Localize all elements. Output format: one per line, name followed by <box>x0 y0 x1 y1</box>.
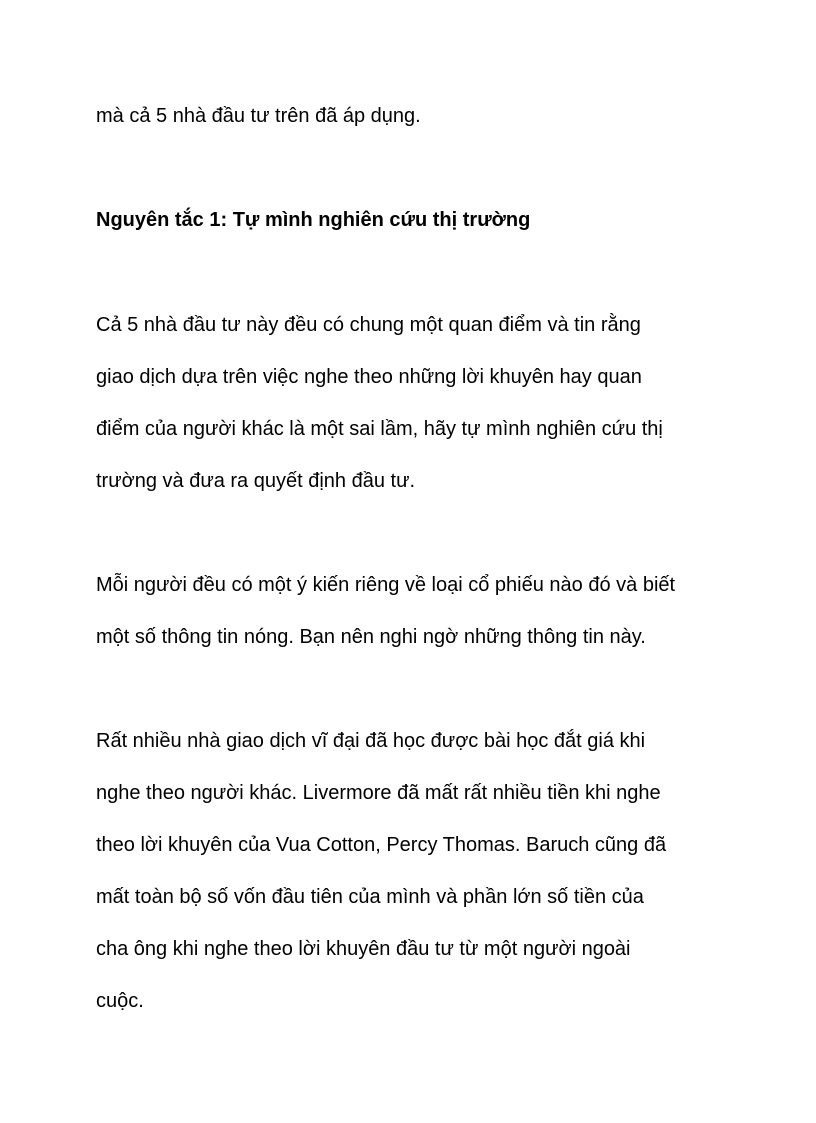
paragraph-line: cha ông khi nghe theo lời khuyên đầu tư từ một người ngoài <box>96 938 631 960</box>
paragraph-line: Cả 5 nhà đầu tư này đều có chung một quan điểm và tin rằng <box>96 314 641 336</box>
paragraph-line: giao dịch dựa trên việc nghe theo những lời khuyên hay quan <box>96 366 642 388</box>
intro-tail-text: mà cả 5 nhà đầu tư trên đã áp dụng. <box>96 105 421 127</box>
paragraph-line: nghe theo người khác. Livermore đã mất rất nhiều tiền khi nghe <box>96 782 661 804</box>
paragraph-line: một số thông tin nóng. Bạn nên nghi ngờ những thông tin này. <box>96 626 646 648</box>
paragraph-line: cuộc. <box>96 990 144 1012</box>
paragraph-line: trường và đưa ra quyết định đầu tư. <box>96 470 416 492</box>
section-heading: Nguyên tắc 1: Tự mình nghiên cứu thị trường <box>96 209 531 231</box>
paragraph-line: điểm của người khác là một sai lầm, hãy tự mình nghiên cứu thị <box>96 418 663 440</box>
paragraph-line: theo lời khuyên của Vua Cotton, Percy Thomas. Baruch cũng đã <box>96 834 667 856</box>
paragraph-line: mất toàn bộ số vốn đầu tiên của mình và phần lớn số tiền của <box>96 886 644 908</box>
paragraph-line: Mỗi người đều có một ý kiến riêng về loại cổ phiếu nào đó và biết <box>96 574 676 596</box>
paragraph-line: Rất nhiều nhà giao dịch vĩ đại đã học được bài học đắt giá khi <box>96 730 646 752</box>
